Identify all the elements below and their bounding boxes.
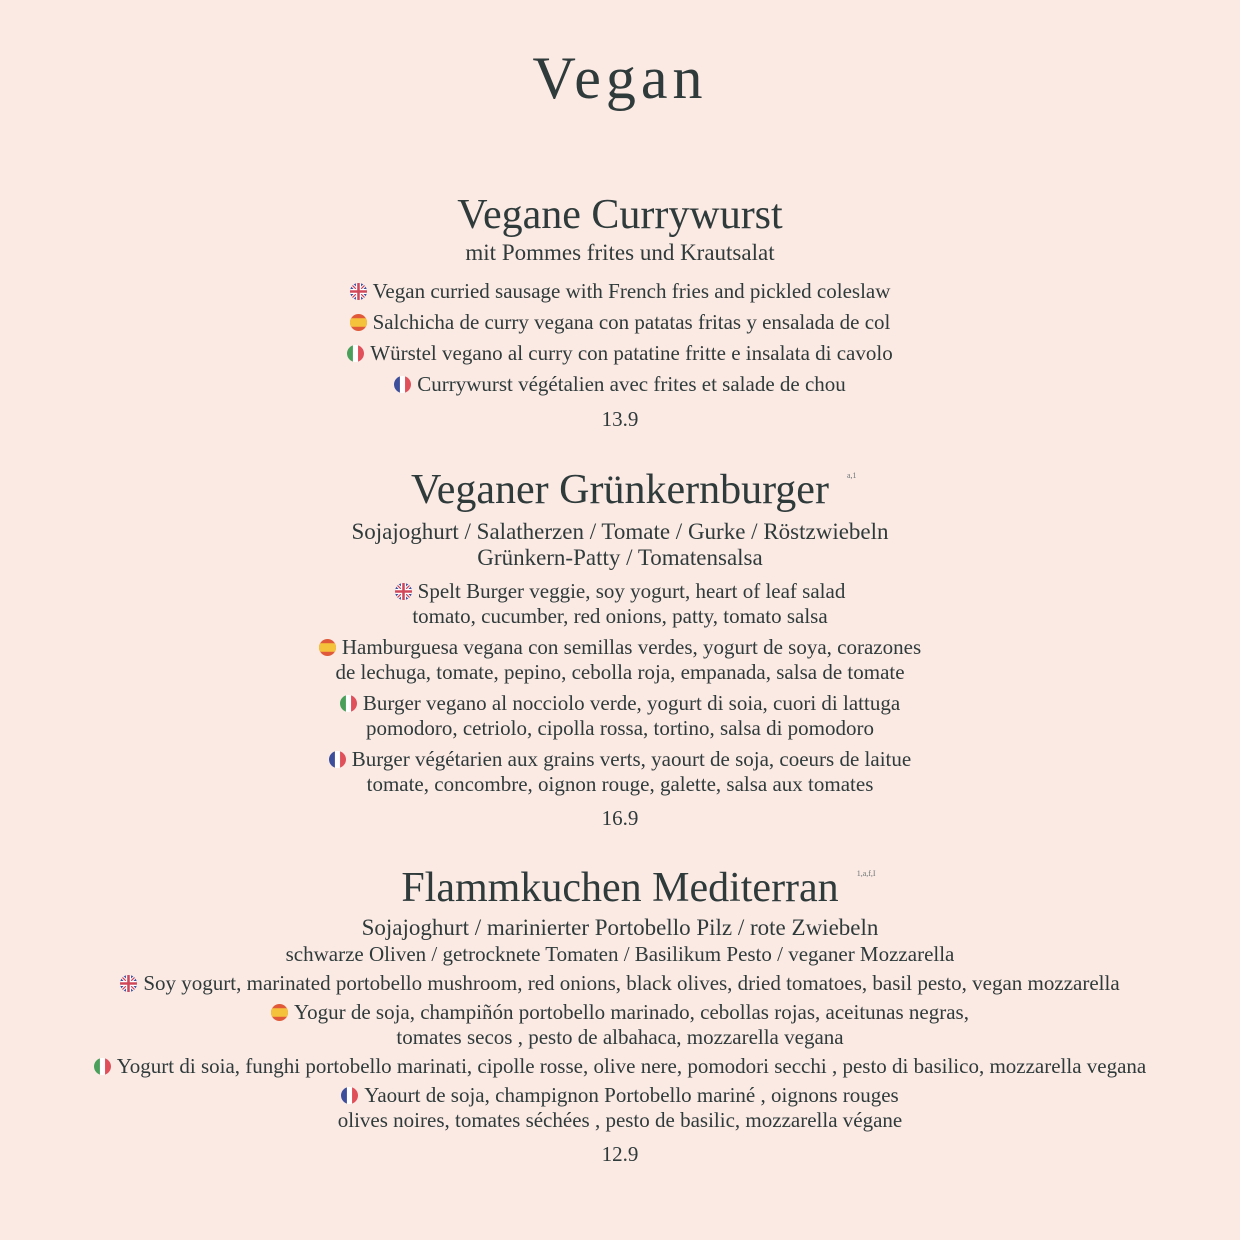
spain-flag-icon: [350, 314, 367, 331]
translation-it: Würstel vegano al curry con patatine fritte e insalata di cavolo: [0, 338, 1240, 369]
translation-fr: Currywurst végétalien avec frites et salade de chou: [0, 369, 1240, 400]
menu-item-flammkuchen-mediterran: [0, 863, 1240, 1167]
menu-item-vegane-currywurst: [0, 190, 1240, 432]
translation-it: Burger vegano al nocciolo verde, yogurt di soia, cuori di lattuga pomodoro, cetriolo, cipolla rossa, tortino, salsa di pomodoro: [0, 691, 1240, 741]
dish-price: 12.9: [601, 1142, 639, 1166]
uk-flag-icon: [120, 975, 137, 992]
translation-fr: Yaourt de soja, champignon Portobello mariné , oignons rouges olives noires, tomates séchées , pesto de basilic, mozzarella végane: [337, 1083, 903, 1132]
menu-item-veganer-gruenkernburger: [0, 465, 1240, 831]
spain-flag-icon: [319, 639, 336, 656]
dish-description-de: schwarze Oliven / getrocknete Tomaten / Basilikum Pesto / veganer Mozzarella: [285, 942, 955, 966]
dish-name: Veganer Grünkernburger a,1: [411, 467, 857, 513]
dish-description-de: Sojajoghurt / marinierter Portobello Pilz / rote Zwiebeln: [361, 915, 879, 940]
translation-es: Hamburguesa vegana con semillas verdes, yogurt de soya, corazones de lechuga, tomate, pepino, cebolla roja, empanada, salsa de tomate: [0, 635, 1240, 685]
translation-it: Yogurt di soia, funghi portobello marinati, cipolle rosse, olive nere, pomodori secchi , pesto di basilico, mozzarella vegana: [0, 1054, 1240, 1079]
translation-fr: Burger végétarien aux grains verts, yaourt de soja, coeurs de laitue tomate, concombre, oignon rouge, galette, salsa aux tomates: [0, 747, 1240, 797]
uk-flag-icon: [350, 283, 367, 300]
italy-flag-icon: [347, 345, 364, 362]
dish-description-de: Grünkern-Patty / Tomatensalsa: [477, 545, 763, 570]
italy-flag-icon: [94, 1058, 111, 1075]
dish-description-de: Sojajoghurt / Salatherzen / Tomate / Gurke / Röstzwiebeln: [351, 519, 889, 544]
dish-price: 16.9: [601, 806, 639, 830]
spain-flag-icon: [271, 1004, 288, 1021]
translation-en: Vegan curried sausage with French fries and pickled coleslaw: [0, 276, 1240, 307]
dish-name: Flammkuchen Mediterran 1,a,f,I: [401, 865, 876, 911]
dish-price: 13.9: [601, 407, 639, 431]
translation-en: Spelt Burger veggie, soy yogurt, heart of leaf salad tomato, cucumber, red onions, patty, tomato salsa: [0, 579, 1240, 629]
page-title: Vegan: [532, 45, 708, 111]
allergen-codes: a,1: [846, 471, 857, 480]
france-flag-icon: [341, 1087, 358, 1104]
dish-name: Vegane Currywurst: [457, 192, 783, 238]
dish-description-de: mit Pommes frites und Krautsalat: [465, 240, 775, 265]
translation-es: Salchicha de curry vegana con patatas fritas y ensalada de col: [0, 307, 1240, 338]
uk-flag-icon: [395, 583, 412, 600]
translation-es: Yogur de soja, champiñón portobello marinado, cebollas rojas, aceitunas negras, tomates secos , pesto de albahaca, mozzarella vegana: [0, 1000, 1240, 1050]
translation-en: Soy yogurt, marinated portobello mushroom, red onions, black olives, dried tomatoes, basil pesto, vegan mozzarella: [0, 971, 1240, 996]
italy-flag-icon: [340, 695, 357, 712]
allergen-codes: 1,a,f,I: [856, 869, 876, 878]
france-flag-icon: [329, 751, 346, 768]
france-flag-icon: [394, 376, 411, 393]
